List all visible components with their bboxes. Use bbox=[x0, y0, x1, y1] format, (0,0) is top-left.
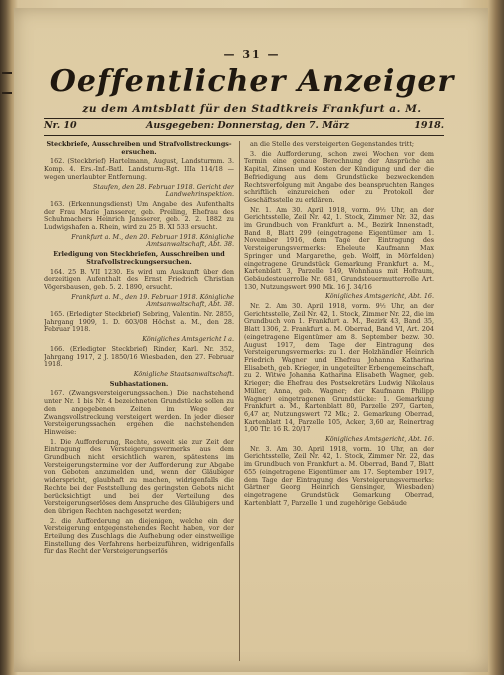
column-divider bbox=[239, 141, 240, 661]
authority-signature: Frankfurt a. M., den 19. Februar 1918. Königliche Amtsanwaltschaft, Abt. 38. bbox=[71, 292, 234, 309]
issue-info-bar bbox=[44, 120, 444, 134]
section-heading: Subhastationen. bbox=[109, 379, 169, 388]
issue-date: Ausgegeben: Donnerstag, den 7. März bbox=[146, 120, 350, 131]
authority-signature: Staufen, den 28. Februar 1918. Gericht der Landwehrinspektion. bbox=[93, 182, 234, 199]
notice-paragraph: 3. die Aufforderung, schon zwei Wochen vor dem Termin eine genaue Berechnung der Ansprüche an Kapital, Zinsen und Kosten der Kündigung und der die Befriedigung aus dem Grundstücke bezweckenden Rechtsverfolgung mit Angabe des beanspruchten Ranges schriftlich einzureichen oder zu Protokoll der Geschäftsstelle zu erklären. bbox=[244, 149, 434, 204]
section-heading: Steckbriefe, Ausschreiben und Strafvollstreckungs-ersuchen. bbox=[46, 141, 232, 156]
notice-paragraph: 162. (Steckbrief) Hartelmann, August, Landsturmm. 3. Komp. 4. Ers.-Inf.-Batl. Landsturm-Rgt. IIIa 114/18 — wegen unerlaubter Entfernung. bbox=[44, 157, 234, 181]
page-title: Oeffentlicher Anzeiger bbox=[49, 64, 455, 99]
right-column bbox=[244, 141, 434, 661]
header-rule-top bbox=[44, 118, 444, 119]
authority-signature: Königliche Staatsanwaltschaft. bbox=[133, 369, 234, 378]
authority-signature: Königliches Amtsgericht, Abt. 16. bbox=[325, 435, 434, 444]
issue-number: Nr. 10 bbox=[44, 120, 77, 131]
page-number: — 31 — bbox=[223, 48, 281, 61]
notice-paragraph: 165. (Erledigter Steckbrief) Sebring, Valentin. Nr. 2855, Jahrgang 1909, 1. D. 603/08 Höchst a. M., den 28. Februar 1918. bbox=[44, 310, 234, 334]
authority-signature: Königliches Amtsgericht, Abt. 16. bbox=[325, 292, 434, 301]
notice-paragraph: 2. die Aufforderung an diejenigen, welche ein der Versteigerung entgegenstehendes Recht haben, vor der Erteilung des Zuschlags die Aufhebung oder einstweilige Einstellung des Verfahrens herbeizuführen, widrigenfalls für das Recht der Versteigerungserlös bbox=[44, 516, 234, 556]
authority-signature: Frankfurt a. M., den 20. Februar 1918. Königliche Amtsanwaltschaft, Abt. 38. bbox=[71, 232, 234, 249]
notice-paragraph: an die Stelle des versteigerten Gegenstandes tritt; bbox=[250, 141, 415, 148]
issue-year: 1918. bbox=[414, 120, 444, 131]
notice-paragraph: 1. Die Aufforderung, Rechte, soweit sie zur Zeit der Eintragung des Versteigerungsvermerks aus dem Grundbuch nicht ersichtlich waren, spätestens im Versteigerungstermine vor der Aufforderung zur Abgabe von Geboten anzumelden und, wenn der Gläubiger widerspricht, glaubhaft zu machen, widrigenfalls die Rechte bei der Feststellung des geringsten Gebots nicht berücksichtigt und bei der Verteilung des Versteigerungserlöses dem Anspruche des Gläubigers und den übrigen Rechten nachgesetzt werden; bbox=[44, 437, 234, 515]
notice-paragraph: 164. 25 B. VII 1230. Es wird um Auskunft über den derzeitigen Aufenthalt des Ernst Friedrich Christian Vögersbausen, geb. 5. 2. 1890, ersucht. bbox=[44, 267, 234, 291]
page-subtitle: zu dem Amtsblatt für den Stadtkreis Frankfurt a. M. bbox=[82, 103, 422, 115]
notice-paragraph: 167. (Zwangsversteigerungssachen.) Die nachstehend unter Nr. 1 bis Nr. 4 bezeichneten Grundstücke sollen zu den angegebenen Zeiten im Wege der Zwangsvollstreckung versteigert werden. In jeder dieser Versteigerungssachen ergehen die nachstehenden Hinweise: bbox=[44, 389, 234, 436]
notice-paragraph: Nr. 1. Am 30. April 1918, vorm. 9½ Uhr, an der Gerichtsstelle, Zeil Nr. 42, 1. Stock, Zimmer Nr. 32, das im Grundbuch von Frankfurt a. M., Bezirk Innenstadt, Band 8, Blatt 299 (eingetragene Eigentümer am 1. November 1916, dem Tage der Eintragung des Versteigerungsvermerks: Eheleute Kaufmann Max Springer und Margarethe, geb. Wolff, in Mörfelden) eingetragene Grundstück Gemarkung Frankfurt a. M., Kartenblatt 3, Parzelle 149, Wohnhaus mit Hofraum, Gebäudesteuerrolle Nr. 681, Grundsteuermutterrolle Art. 130, Nutzungswert 990 Mk. 16 J. 34/16 bbox=[244, 205, 434, 291]
notice-paragraph: 166. (Erledigter Steckbrief) Rinder, Karl. Nr. 352, Jahrgang 1917, 2 J. 1850/16 Wiesbaden, den 27. Februar 1918. bbox=[44, 344, 234, 369]
notice-paragraph: Nr. 2. Am 30. April 1918, vorm. 9½ Uhr, an der Gerichtsstelle, Zeil Nr. 42, 1. Stock, Zimmer Nr. 22, die im Grundbuch von 1. Frankfurt a. M., Bezirk 43, Band 35, Blatt 1306, 2. Frankfurt a. M. Oberrad, Band VI, Art. 204 (eingetragene Eigentümer am 8. September bezw. 30. August 1917, dem Tage der Eintragung des Versteigerungsvermerks: zu 1. der Holzhändler Heinrich Friedrich Wagner und Ehefrau Johanna Katharina Elisabeth, geb. Krieger, in ungeteilter Erbengemeinschaft, zu 2. Witwe Johanna Katharina Elisabeth Wagner, geb. Krieger; die Ehefrau des Postsekretärs Ludwig Nikolaus Müller, Anna, geb. Wagner; der Kaufmann Philipp Wagner) eingetragenen Grundstücke: 1. Gemarkung Frankfurt a. M., Kartenblatt 80, Parzelle 297, Garten, 6,47 ar, Nutzungswert 72 Mk.; 2. Gemarkung Oberrad, Kartenblatt 14, Parzelle 105, Acker, 3,60 ar, Reinertrag 1,00 Tlr. 16 R. 20/17 bbox=[244, 302, 434, 434]
left-column bbox=[44, 141, 234, 661]
authority-signature: Königliches Amtsgericht I a. bbox=[142, 335, 234, 344]
notice-paragraph: 163. (Erkennungsdienst) Um Angabe des Aufenthalts der Frau Marie Jansserer, geb. Preiling, Ehefrau des Schuhmachers Heinrich Jansserer, geb. 2. 2. 1882 zu Ludwigshafen a. Rhein, wird zu 25 B. XI 533 ersucht. bbox=[44, 199, 234, 232]
section-heading: Erledigung von Steckbriefen, Ausschreiben und Strafvollstreckungsersuchen. bbox=[53, 250, 225, 266]
header-rule-bottom bbox=[44, 135, 444, 136]
notice-paragraph: Nr. 3. Am 30. April 1918, vorm. 10 Uhr, an der Gerichtsstelle, Zeil Nr. 42, 1. Stock, Zimmer Nr. 22, das im Grundbuch von Frankfurt a. M. Oberrad, Band 7, Blatt 655 (eingetragene Eigentümer am 17. September 1917, dem Tage der Eintragung des Versteigerungsvermerks: Gärtner Georg Heinrich Gensinger, Wiesbaden) eingetragene Grundstück Gemarkung Oberrad, Kartenblatt 7, Parzelle 1 und zugehörige Gebäude bbox=[244, 444, 434, 507]
